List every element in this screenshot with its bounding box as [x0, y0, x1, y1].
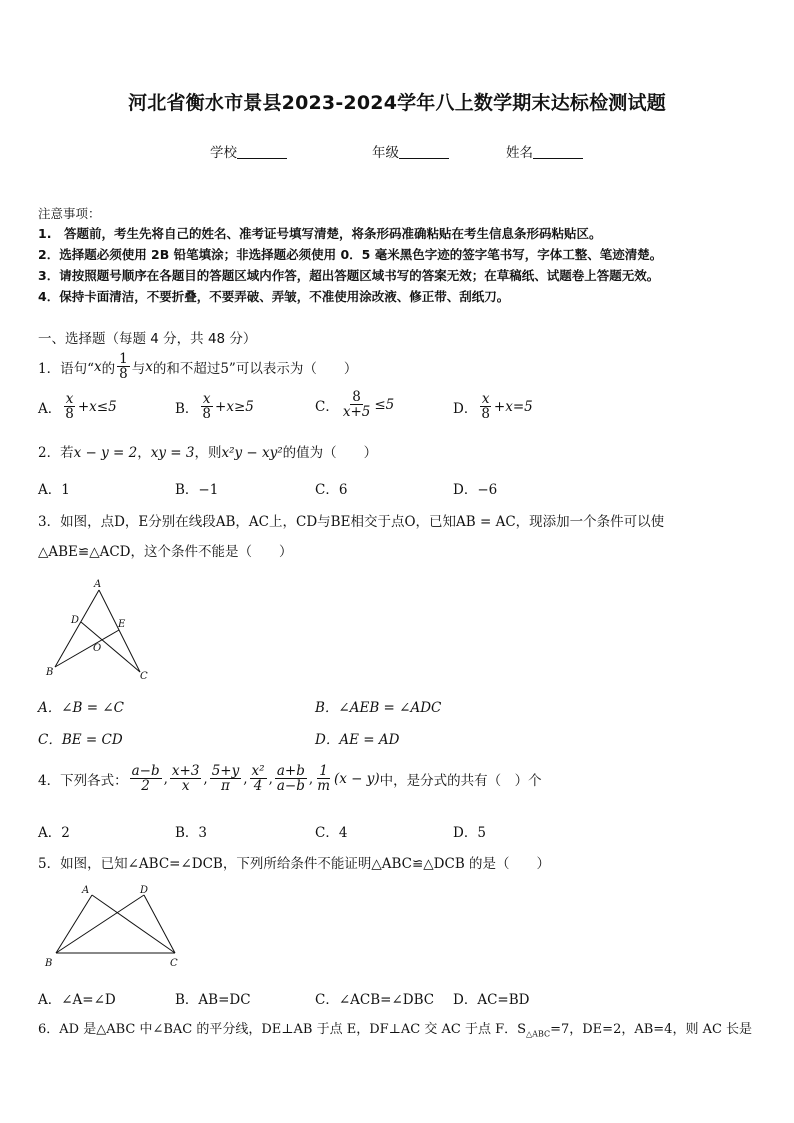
notice-item: 4．保持卡面清洁，不要折叠，不要弄破、弄皱，不准使用涂改液、修正带、刮纸刀。	[38, 289, 510, 304]
frac-num: x+3	[171, 763, 200, 779]
q3-option-d[interactable]: D．AE = AD	[315, 732, 400, 748]
frac-num: 1	[319, 763, 328, 779]
q1-c-expr: ≤5	[374, 396, 395, 413]
point-label-c: C	[140, 671, 148, 682]
frac-den: 8	[202, 406, 212, 423]
q2-option-b[interactable]: B．−1	[175, 482, 219, 498]
point-label-d: D	[140, 885, 149, 896]
question-4: 4．下列各式： $\frac{a-b}{2}$ , $\frac{x+3}{x}$ , $\frac{5+y}{\pi}$ , $\frac{\text{x²}}{4}$ , $\frac{a+b}{a-b}$ , $\frac{1}{m}$ (x − y) 中，是分式的共有（ ）个	[38, 763, 542, 795]
q4-fraction	[275, 764, 307, 793]
q3-triangle-figure	[40, 575, 160, 685]
q2-prefix: 2．若	[38, 445, 74, 461]
q3-option-b[interactable]: B．∠AEB = ∠ADC	[315, 700, 442, 716]
q1-var: x	[94, 358, 102, 375]
name-label: 姓名	[506, 145, 533, 161]
q2-expr: xy = 3	[150, 445, 195, 461]
q1-frac-num: 1	[119, 351, 128, 367]
q4-option-d[interactable]: D．5	[453, 825, 486, 841]
school-blank[interactable]	[237, 146, 287, 159]
q4-factor: (x − y)	[334, 770, 380, 787]
option-label: D．	[453, 400, 478, 417]
segment-ab	[56, 895, 92, 953]
q1-d-expr: +x=5	[493, 398, 533, 415]
q2-sep: ，	[137, 445, 151, 461]
q2-expr: x²y − xy²	[221, 445, 283, 461]
grade-label: 年级	[372, 145, 399, 161]
question-3-line1: 3．如图，点D，E分别在线段AB，AC上，CD与BE相交于点O，已知AB = AC，现添加一个条件可以使	[38, 514, 665, 530]
q1-a-fraction	[63, 392, 76, 421]
notice-heading: 注意事项：	[38, 206, 101, 221]
frac-num: x	[65, 391, 74, 407]
segment-ab	[55, 590, 102, 667]
q1-b-expr: +x≥5	[215, 398, 254, 415]
q5-option-b[interactable]: B．AB=DC	[175, 992, 251, 1008]
frac-num: 5+y	[211, 763, 240, 779]
q4-tail: 中，是分式的共有（ ）个	[379, 772, 542, 789]
frac-num: 8	[352, 389, 361, 405]
frac-den: m	[317, 778, 330, 795]
segment-be	[55, 630, 119, 667]
question-6	[38, 1018, 752, 1039]
q3-option-a[interactable]: A．∠B = ∠C	[38, 700, 125, 716]
frac-den: 8	[65, 406, 74, 423]
q1-fraction	[117, 352, 130, 381]
notice-item: 3．请按照题号顺序在各题目的答题区域内作答，超出答题区域书写的答案无效；在草稿纸、试题卷上答题无效。	[38, 268, 660, 283]
q1-option-d[interactable]	[453, 392, 533, 421]
q5-option-d[interactable]: D．AC=BD	[453, 992, 530, 1008]
q1-a-expr: +x≤5	[77, 398, 117, 415]
option-label: C．	[315, 398, 339, 415]
frac-num: a−b	[131, 763, 160, 779]
frac-den: x	[181, 778, 190, 795]
q4-option-b[interactable]: B．3	[175, 825, 208, 841]
q4-option-c[interactable]: C．4	[315, 825, 348, 841]
frac-den: 2	[141, 778, 150, 795]
q5-option-c[interactable]: C．∠ACB=∠DBC	[315, 992, 435, 1008]
q2-mid: ，则	[194, 445, 222, 461]
q2-option-a[interactable]: A．1	[38, 482, 70, 498]
frac-num: x²	[251, 763, 265, 779]
point-label-a: A	[82, 885, 90, 896]
q1-c-fraction	[341, 390, 373, 419]
frac-num: x	[481, 391, 490, 407]
point-label-e: E	[118, 619, 126, 630]
frac-den: π	[221, 778, 230, 795]
question-2	[38, 441, 377, 461]
q1-text: 与	[131, 360, 146, 377]
grade-blank[interactable]	[399, 146, 449, 159]
question-3-line2: △ABE≌△ACD，这个条件不能是（ ）	[38, 544, 293, 560]
q2-option-c[interactable]: C．6	[315, 482, 348, 498]
frac-den: a−b	[276, 778, 305, 795]
q4-fraction	[315, 764, 332, 793]
q6-prefix: 6．AD 是△ABC 中∠BAC 的平分线，DE⊥AB 于点 E，DF⊥AC 交 AC 于点 F．S	[38, 1022, 527, 1037]
q6-subscript: △ABC	[526, 1029, 551, 1039]
q4-option-a[interactable]: A．2	[38, 825, 70, 841]
frac-num: a+b	[276, 763, 305, 779]
q1-option-c[interactable]	[315, 390, 394, 419]
name-blank[interactable]	[533, 146, 583, 159]
segment-ac	[92, 895, 175, 953]
notice-item: 2．选择题必须使用 2B 铅笔填涂；非选择题必须使用 0．5 毫米黑色字迹的签字笔书写，字体工整、笔迹清楚。	[38, 247, 663, 262]
option-label: A．	[38, 400, 62, 417]
segment-bd	[56, 895, 144, 953]
q1-text: 的	[101, 360, 116, 377]
question-1	[38, 352, 357, 381]
point-label-b: B	[46, 667, 54, 678]
q5-figure	[40, 880, 190, 972]
q1-d-fraction	[479, 392, 492, 421]
option-label: B．	[175, 400, 199, 417]
point-label-b: B	[45, 958, 53, 969]
frac-den: x+5	[342, 404, 371, 421]
frac-num: x	[202, 391, 211, 407]
q1-frac-den: 8	[119, 366, 128, 383]
name-field[interactable]	[506, 141, 583, 161]
q2-expr: x − y = 2	[73, 445, 138, 461]
school-field[interactable]	[210, 141, 287, 161]
notice-item: 1. 答题前，考生先将自己的姓名、准考证号填写清楚，将条形码准确粘贴在考生信息条形码粘贴区。	[38, 226, 602, 241]
q4-prefix: 4．下列各式：	[38, 772, 128, 789]
q4-fraction	[250, 764, 267, 793]
frac-den: 8	[481, 406, 490, 423]
point-label-a: A	[94, 579, 102, 590]
q4-fraction	[210, 764, 242, 793]
page-title: 河北省衡水市景县2023-2024学年八上数学期末达标检测试题	[128, 92, 666, 114]
question-5: 5．如图，已知∠ABC=∠DCB，下列所给条件不能证明△ABC≌△DCB 的是（ ）	[38, 856, 551, 872]
q3-option-c[interactable]: C．BE = CD	[38, 732, 123, 748]
point-label-d: D	[71, 615, 80, 626]
q6-tail: =7，DE=2，AB=4，则 AC 长是	[550, 1022, 753, 1037]
q1-text: 的和不超过5”可以表示为（ ）	[152, 360, 358, 377]
segment-ac	[99, 590, 140, 672]
q1-var: x	[145, 358, 153, 375]
point-label-c: C	[170, 958, 178, 969]
q4-fraction	[130, 764, 162, 793]
q5-option-a[interactable]: A．∠A=∠D	[38, 992, 116, 1008]
frac-den: 4	[253, 778, 263, 795]
q1-option-b[interactable]	[175, 392, 254, 421]
grade-field[interactable]	[372, 141, 449, 161]
q1-prefix: 1．语句“	[38, 360, 94, 377]
q2-tail: 的值为（ ）	[282, 445, 378, 461]
segment-dc	[144, 895, 175, 953]
q4-fraction	[170, 764, 202, 793]
q1-b-fraction	[200, 392, 213, 421]
point-label-o: O	[93, 643, 102, 654]
school-label: 学校	[210, 145, 237, 161]
section-heading: 一、选择题（每题 4 分，共 48 分）	[38, 331, 257, 347]
q1-option-a[interactable]	[38, 392, 117, 421]
q2-option-d[interactable]: D．−6	[453, 482, 498, 498]
